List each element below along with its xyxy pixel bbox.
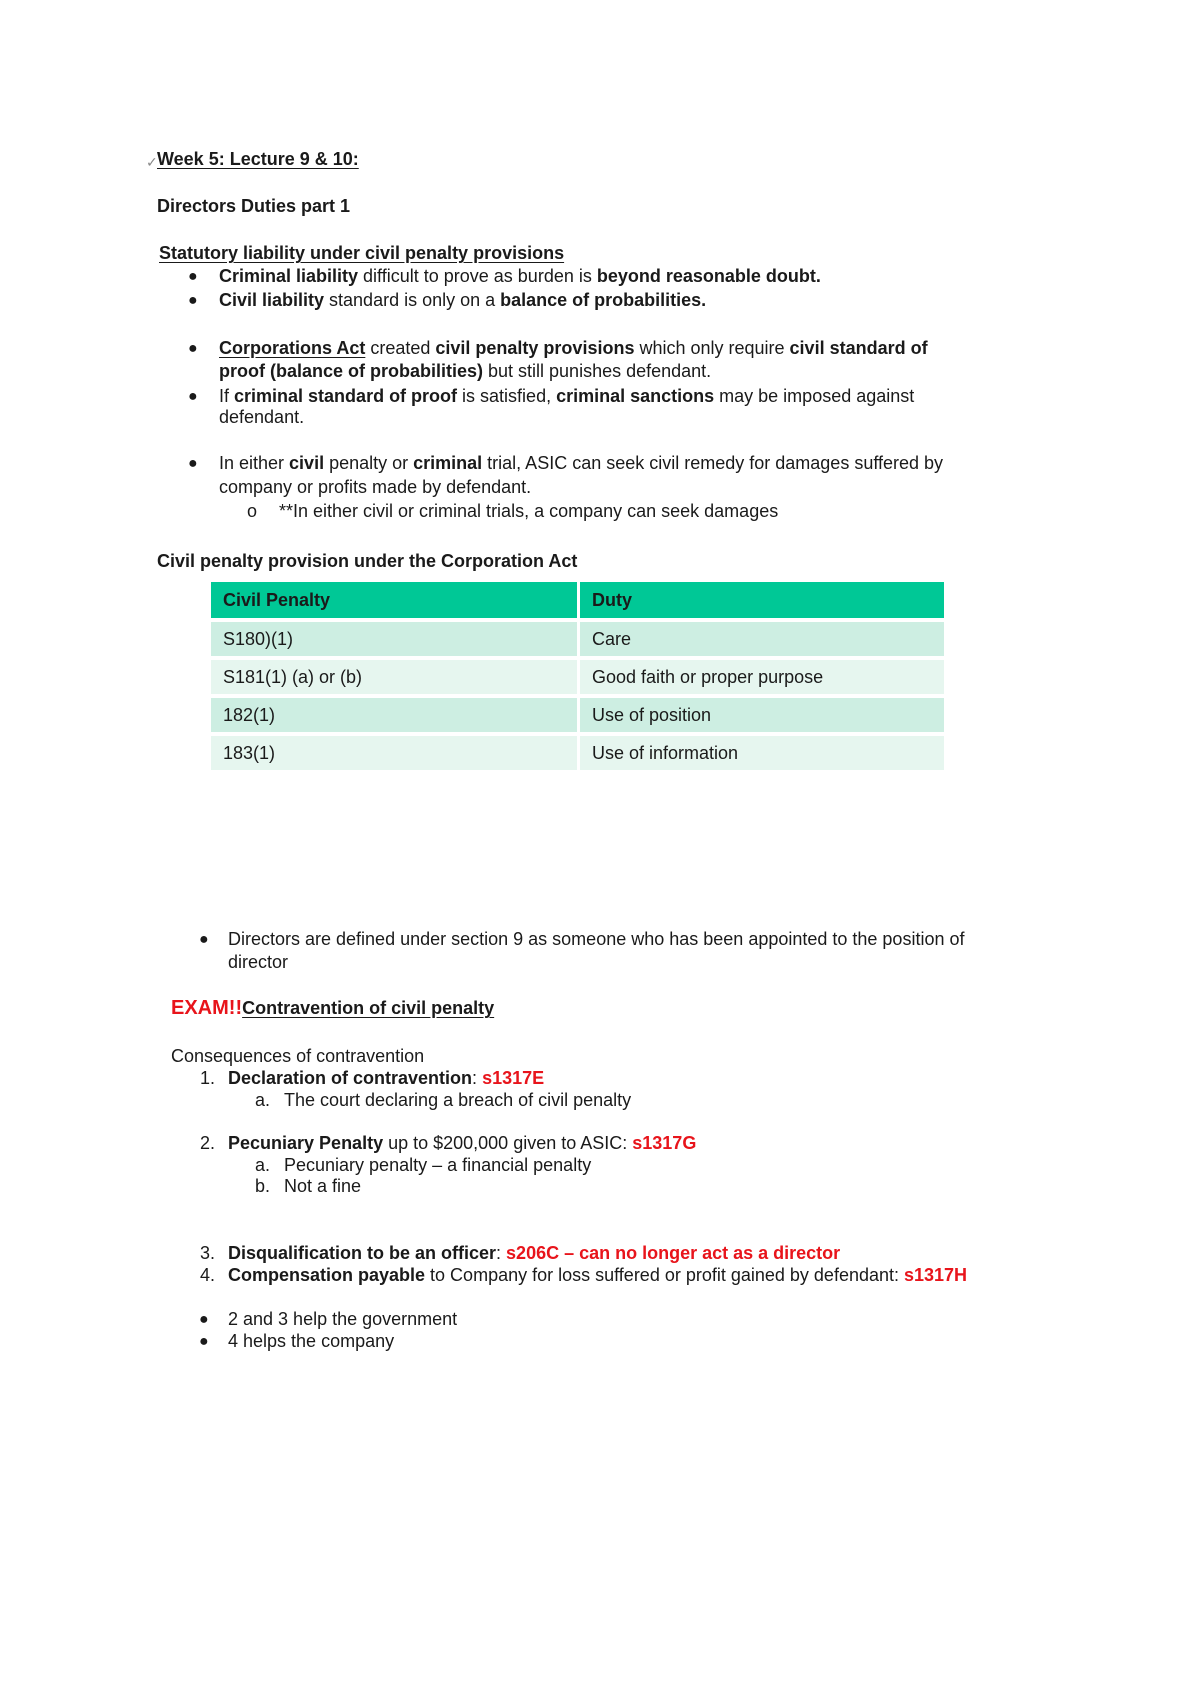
table-row: [211, 660, 944, 694]
exam-heading: EXAM!!Contravention of civil penalty: [171, 997, 495, 1019]
corporations-act-bullet-line2: proof (balance of probabilities) but still punishes defendant.: [219, 361, 712, 381]
sub-bullet-icon: o: [247, 501, 258, 521]
civil-liability-bullet: Civil liability standard is only on a balance of probabilities.: [219, 290, 707, 310]
note-company: 4 helps the company: [228, 1331, 395, 1351]
pecuniary-detail-a: Pecuniary penalty – a financial penalty: [284, 1155, 592, 1175]
bullet-icon: ●: [188, 292, 198, 309]
table-row: [211, 622, 944, 656]
criminal-standard-bullet-line1: If criminal standard of proof is satisfied, criminal sanctions may be imposed against: [219, 386, 915, 406]
list-number: 3.: [200, 1243, 216, 1263]
list-letter: a.: [255, 1155, 271, 1175]
declaration-detail: The court declaring a breach of civil penalty: [284, 1090, 632, 1110]
statutory-heading: Statutory liability under civil penalty provisions: [159, 243, 565, 263]
col-header-civil-penalty: Civil Penalty: [211, 582, 580, 618]
list-number: 1.: [200, 1068, 216, 1088]
penalty-cell: 182(1): [211, 698, 580, 732]
damages-sub-bullet: **In either civil or criminal trials, a company can seek damages: [279, 501, 779, 521]
list-number: 4.: [200, 1265, 216, 1285]
duty-cell: Care: [580, 622, 944, 656]
consequences-intro: Consequences of contravention: [171, 1046, 425, 1066]
col-header-duty: Duty: [580, 582, 944, 618]
duty-cell: Good faith or proper purpose: [580, 660, 944, 694]
duty-cell: Use of information: [580, 736, 944, 770]
asic-remedy-bullet-line2: company or profits made by defendant.: [219, 477, 532, 497]
directors-definition-line1: Directors are defined under section 9 as someone who has been appointed to the position of: [228, 929, 965, 949]
check-mark-icon: ✓: [146, 154, 158, 170]
table-row: [211, 698, 944, 732]
list-letter: a.: [255, 1090, 271, 1110]
bullet-icon: ●: [188, 340, 198, 357]
bullet-icon: ●: [199, 1333, 209, 1350]
bullet-icon: ●: [188, 388, 198, 405]
list-number: 2.: [200, 1133, 216, 1153]
pecuniary-detail-b: Not a fine: [284, 1176, 362, 1196]
corporations-act-bullet-line1: Corporations Act created civil penalty provisions which only require civil standard of: [219, 338, 928, 358]
week-heading: Week 5: Lecture 9 & 10:: [157, 149, 359, 169]
consequence-pecuniary: Pecuniary Penalty up to $200,000 given to ASIC: s1317G: [228, 1133, 697, 1153]
table-header-row: [211, 582, 944, 618]
criminal-standard-bullet-line2: defendant.: [219, 407, 305, 427]
bullet-icon: ●: [188, 268, 198, 285]
bullet-icon: ●: [188, 455, 198, 472]
penalty-cell: S181(1) (a) or (b): [211, 660, 580, 694]
directors-definition-line2: director: [228, 952, 289, 972]
criminal-liability-bullet: Criminal liability difficult to prove as burden is beyond reasonable doubt.: [219, 266, 821, 286]
duty-cell: Use of position: [580, 698, 944, 732]
consequence-compensation: Compensation payable to Company for loss suffered or profit gained by defendant: s1317H: [228, 1265, 968, 1285]
topic-heading: Directors Duties part 1: [157, 196, 351, 216]
note-government: 2 and 3 help the government: [228, 1309, 458, 1329]
penalty-cell: 183(1): [211, 736, 580, 770]
civil-penalty-table: [211, 578, 944, 774]
asic-remedy-bullet-line1: In either civil penalty or criminal trial, ASIC can seek civil remedy for damages suffered by: [219, 453, 944, 473]
consequence-disqualification: Disqualification to be an officer: s206C – can no longer act as a director: [228, 1243, 841, 1263]
bullet-icon: ●: [199, 1311, 209, 1328]
bullet-icon: ●: [199, 931, 209, 948]
consequence-declaration: Declaration of contravention: s1317E: [228, 1068, 545, 1088]
exam-tag: EXAM!!: [171, 997, 243, 1019]
penalty-cell: S180)(1): [211, 622, 580, 656]
table-row: [211, 736, 944, 770]
list-letter: b.: [255, 1176, 271, 1196]
table-heading: Civil penalty provision under the Corporation Act: [157, 551, 578, 571]
